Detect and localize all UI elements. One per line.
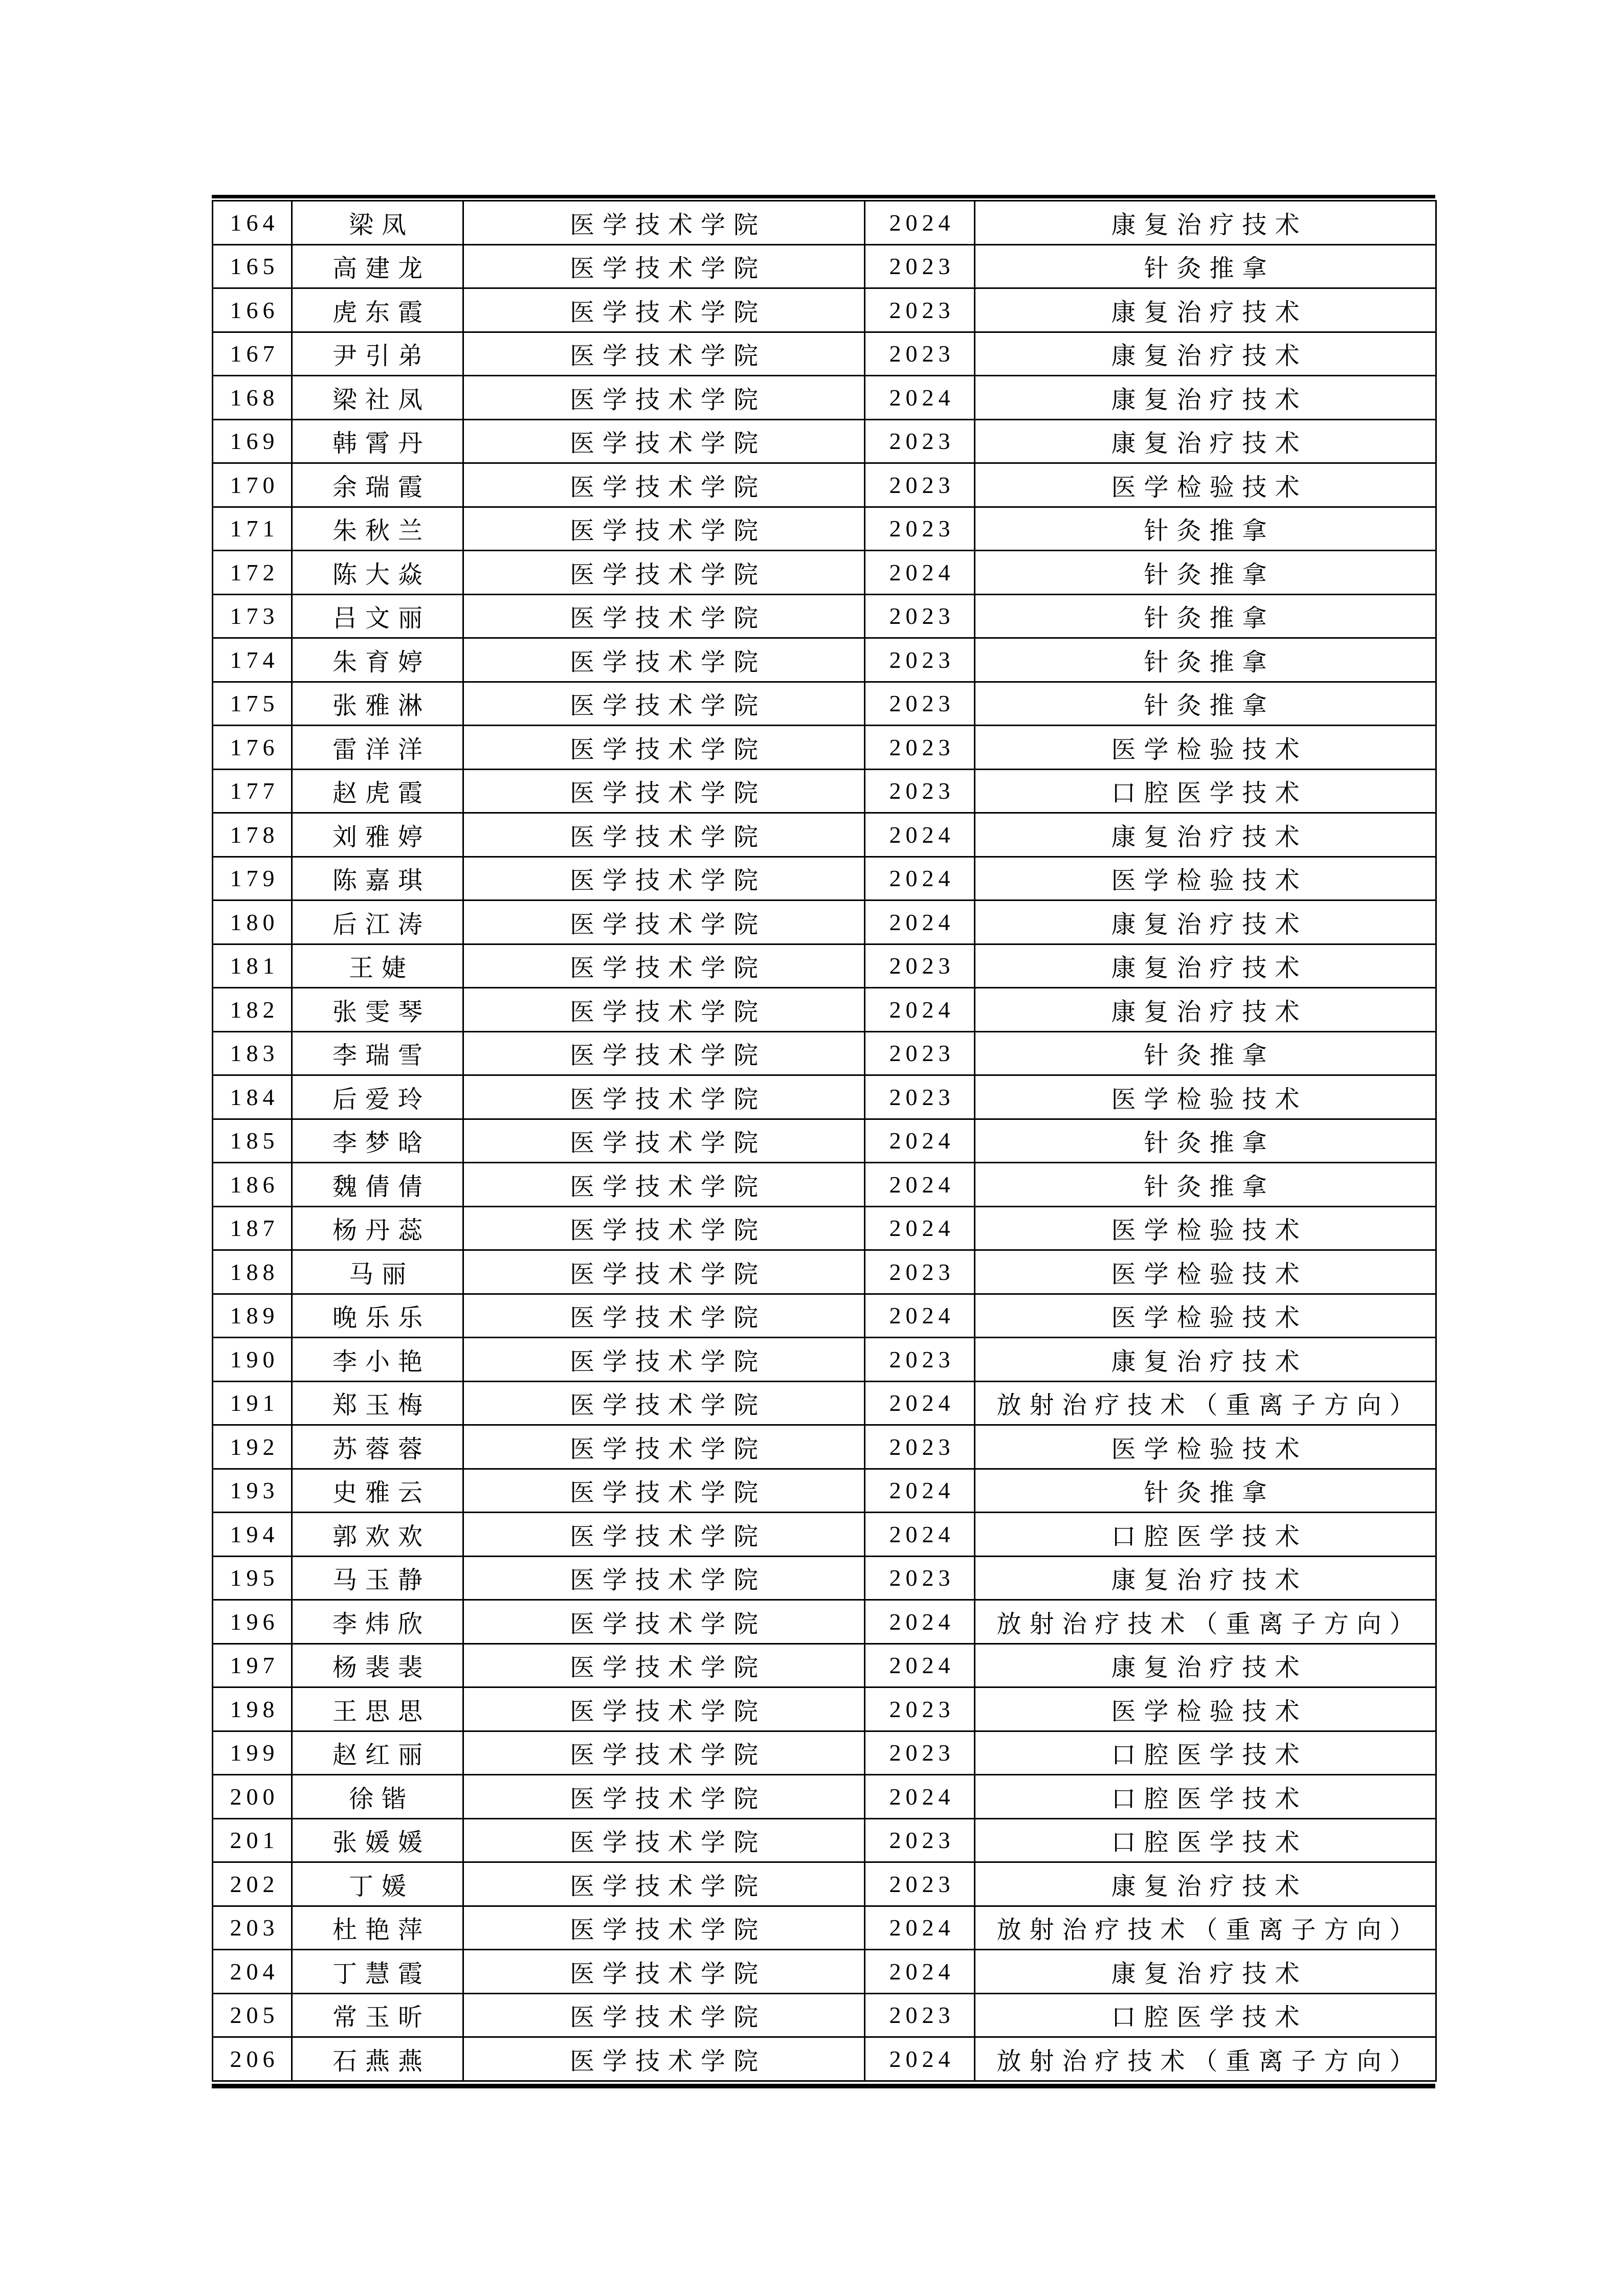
cell-major: 康复治疗技术 — [975, 901, 1436, 944]
cell-row-number: 202 — [213, 1862, 292, 1906]
cell-college: 医学技术学院 — [463, 726, 865, 770]
cell-student-name: 晚乐乐 — [292, 1294, 463, 1338]
cell-year: 2024 — [865, 1775, 975, 1819]
cell-student-name: 韩霄丹 — [292, 419, 463, 463]
cell-major: 医学检验技术 — [975, 463, 1436, 507]
cell-college: 医学技术学院 — [463, 1294, 865, 1338]
cell-major: 康复治疗技术 — [975, 1338, 1436, 1382]
table-row — [213, 1556, 1436, 1600]
cell-student-name: 朱育婷 — [292, 638, 463, 682]
cell-major: 口腔医学技术 — [975, 1731, 1436, 1775]
cell-year: 2023 — [865, 288, 975, 332]
table-row — [213, 1687, 1436, 1731]
cell-student-name: 李炜欣 — [292, 1600, 463, 1644]
cell-college: 医学技术学院 — [463, 201, 865, 245]
cell-row-number: 201 — [213, 1818, 292, 1862]
cell-row-number: 176 — [213, 726, 292, 770]
cell-student-name: 王婕 — [292, 944, 463, 988]
table-row — [213, 1425, 1436, 1469]
cell-college: 医学技术学院 — [463, 507, 865, 551]
cell-college: 医学技术学院 — [463, 1775, 865, 1819]
cell-row-number: 185 — [213, 1119, 292, 1163]
cell-year: 2023 — [865, 1993, 975, 2037]
table-row — [213, 1031, 1436, 1075]
cell-student-name: 雷洋洋 — [292, 726, 463, 770]
table-row — [213, 551, 1436, 595]
table-row — [213, 1469, 1436, 1513]
cell-student-name: 刘雅婷 — [292, 813, 463, 857]
cell-college: 医学技术学院 — [463, 1163, 865, 1207]
cell-major: 康复治疗技术 — [975, 419, 1436, 463]
cell-student-name: 杨裴裴 — [292, 1644, 463, 1687]
cell-year: 2023 — [865, 419, 975, 463]
roster-table — [212, 200, 1437, 2082]
table-row — [213, 1338, 1436, 1382]
cell-student-name: 苏蓉蓉 — [292, 1425, 463, 1469]
cell-year: 2023 — [865, 1075, 975, 1119]
cell-year: 2024 — [865, 988, 975, 1032]
cell-year: 2023 — [865, 682, 975, 726]
cell-college: 医学技术学院 — [463, 1731, 865, 1775]
cell-row-number: 178 — [213, 813, 292, 857]
cell-row-number: 187 — [213, 1206, 292, 1250]
cell-student-name: 张雯琴 — [292, 988, 463, 1032]
cell-major: 康复治疗技术 — [975, 1556, 1436, 1600]
cell-student-name: 常玉昕 — [292, 1993, 463, 2037]
table-row — [213, 1206, 1436, 1250]
table-row — [213, 244, 1436, 288]
table-row — [213, 769, 1436, 813]
cell-row-number: 165 — [213, 244, 292, 288]
cell-major: 针灸推拿 — [975, 594, 1436, 638]
cell-year: 2023 — [865, 507, 975, 551]
cell-year: 2024 — [865, 1163, 975, 1207]
cell-college: 医学技术学院 — [463, 769, 865, 813]
cell-row-number: 172 — [213, 551, 292, 595]
table-row — [213, 1993, 1436, 2037]
table-row — [213, 1731, 1436, 1775]
cell-row-number: 167 — [213, 332, 292, 376]
table-row — [213, 813, 1436, 857]
cell-college: 医学技术学院 — [463, 1687, 865, 1731]
cell-year: 2024 — [865, 376, 975, 420]
cell-row-number: 197 — [213, 1644, 292, 1687]
cell-college: 医学技术学院 — [463, 1993, 865, 2037]
cell-college: 医学技术学院 — [463, 682, 865, 726]
cell-college: 医学技术学院 — [463, 1950, 865, 1994]
cell-student-name: 马丽 — [292, 1250, 463, 1294]
cell-year: 2023 — [865, 1031, 975, 1075]
cell-row-number: 177 — [213, 769, 292, 813]
cell-year: 2023 — [865, 1687, 975, 1731]
table-row — [213, 638, 1436, 682]
table-row — [213, 726, 1436, 770]
cell-college: 医学技术学院 — [463, 1600, 865, 1644]
cell-student-name: 丁媛 — [292, 1862, 463, 1906]
cell-row-number: 191 — [213, 1381, 292, 1425]
cell-row-number: 206 — [213, 2037, 292, 2081]
cell-major: 康复治疗技术 — [975, 944, 1436, 988]
cell-year: 2024 — [865, 1950, 975, 1994]
cell-row-number: 186 — [213, 1163, 292, 1207]
cell-major: 放射治疗技术（重离子方向） — [975, 1381, 1436, 1425]
cell-student-name: 吕文丽 — [292, 594, 463, 638]
cell-student-name: 魏倩倩 — [292, 1163, 463, 1207]
cell-student-name: 郭欢欢 — [292, 1513, 463, 1557]
cell-college: 医学技术学院 — [463, 1031, 865, 1075]
table-row — [213, 682, 1436, 726]
cell-major: 针灸推拿 — [975, 682, 1436, 726]
cell-year: 2024 — [865, 1206, 975, 1250]
cell-college: 医学技术学院 — [463, 463, 865, 507]
cell-college: 医学技术学院 — [463, 244, 865, 288]
cell-student-name: 王思思 — [292, 1687, 463, 1731]
table-row — [213, 1294, 1436, 1338]
cell-year: 2024 — [865, 201, 975, 245]
cell-student-name: 尹引弟 — [292, 332, 463, 376]
cell-year: 2023 — [865, 1818, 975, 1862]
cell-student-name: 张雅淋 — [292, 682, 463, 726]
cell-major: 康复治疗技术 — [975, 332, 1436, 376]
cell-college: 医学技术学院 — [463, 1119, 865, 1163]
table-row — [213, 507, 1436, 551]
cell-major: 医学检验技术 — [975, 1425, 1436, 1469]
cell-row-number: 194 — [213, 1513, 292, 1557]
cell-student-name: 陈嘉琪 — [292, 857, 463, 901]
cell-student-name: 赵红丽 — [292, 1731, 463, 1775]
cell-year: 2023 — [865, 638, 975, 682]
cell-major: 康复治疗技术 — [975, 988, 1436, 1032]
cell-student-name: 陈大焱 — [292, 551, 463, 595]
cell-major: 针灸推拿 — [975, 1469, 1436, 1513]
cell-year: 2024 — [865, 1644, 975, 1687]
cell-college: 医学技术学院 — [463, 1075, 865, 1119]
cell-major: 针灸推拿 — [975, 244, 1436, 288]
cell-row-number: 205 — [213, 1993, 292, 2037]
cell-college: 医学技术学院 — [463, 1818, 865, 1862]
cell-major: 康复治疗技术 — [975, 201, 1436, 245]
cell-year: 2023 — [865, 1425, 975, 1469]
student-roster-table — [212, 195, 1435, 2088]
cell-year: 2023 — [865, 332, 975, 376]
table-row — [213, 463, 1436, 507]
table-row — [213, 1775, 1436, 1819]
cell-row-number: 181 — [213, 944, 292, 988]
cell-major: 放射治疗技术（重离子方向） — [975, 1600, 1436, 1644]
cell-year: 2023 — [865, 726, 975, 770]
cell-major: 康复治疗技术 — [975, 813, 1436, 857]
cell-year: 2023 — [865, 1250, 975, 1294]
cell-major: 医学检验技术 — [975, 726, 1436, 770]
cell-row-number: 170 — [213, 463, 292, 507]
cell-college: 医学技术学院 — [463, 1206, 865, 1250]
cell-row-number: 199 — [213, 1731, 292, 1775]
cell-major: 医学检验技术 — [975, 857, 1436, 901]
cell-college: 医学技术学院 — [463, 1381, 865, 1425]
cell-college: 医学技术学院 — [463, 419, 865, 463]
cell-year: 2024 — [865, 1381, 975, 1425]
cell-college: 医学技术学院 — [463, 1862, 865, 1906]
cell-college: 医学技术学院 — [463, 376, 865, 420]
cell-college: 医学技术学院 — [463, 901, 865, 944]
cell-row-number: 190 — [213, 1338, 292, 1382]
cell-row-number: 188 — [213, 1250, 292, 1294]
cell-major: 口腔医学技术 — [975, 1818, 1436, 1862]
cell-year: 2023 — [865, 1731, 975, 1775]
cell-row-number: 179 — [213, 857, 292, 901]
cell-year: 2023 — [865, 944, 975, 988]
cell-college: 医学技术学院 — [463, 1644, 865, 1687]
cell-year: 2023 — [865, 1556, 975, 1600]
cell-student-name: 李梦晗 — [292, 1119, 463, 1163]
cell-college: 医学技术学院 — [463, 1906, 865, 1950]
table-row — [213, 901, 1436, 944]
cell-student-name: 史雅云 — [292, 1469, 463, 1513]
cell-row-number: 193 — [213, 1469, 292, 1513]
table-row — [213, 1862, 1436, 1906]
table-row — [213, 1513, 1436, 1557]
cell-major: 口腔医学技术 — [975, 1993, 1436, 2037]
cell-row-number: 166 — [213, 288, 292, 332]
cell-year: 2024 — [865, 1513, 975, 1557]
cell-student-name: 梁凤 — [292, 201, 463, 245]
table-row — [213, 1075, 1436, 1119]
table-row — [213, 594, 1436, 638]
cell-row-number: 195 — [213, 1556, 292, 1600]
cell-college: 医学技术学院 — [463, 1556, 865, 1600]
cell-major: 针灸推拿 — [975, 551, 1436, 595]
cell-college: 医学技术学院 — [463, 551, 865, 595]
cell-student-name: 虎东霞 — [292, 288, 463, 332]
cell-year: 2023 — [865, 769, 975, 813]
cell-year: 2024 — [865, 1600, 975, 1644]
table-row — [213, 988, 1436, 1032]
cell-major: 放射治疗技术（重离子方向） — [975, 1906, 1436, 1950]
cell-student-name: 马玉静 — [292, 1556, 463, 1600]
cell-major: 医学检验技术 — [975, 1294, 1436, 1338]
cell-student-name: 张媛媛 — [292, 1818, 463, 1862]
roster-table-body — [213, 201, 1436, 2081]
cell-student-name: 后爱玲 — [292, 1075, 463, 1119]
cell-major: 针灸推拿 — [975, 1163, 1436, 1207]
cell-major: 康复治疗技术 — [975, 1950, 1436, 1994]
table-row — [213, 1600, 1436, 1644]
cell-row-number: 182 — [213, 988, 292, 1032]
table-row — [213, 1906, 1436, 1950]
cell-year: 2023 — [865, 1338, 975, 1382]
cell-row-number: 173 — [213, 594, 292, 638]
cell-row-number: 204 — [213, 1950, 292, 1994]
table-row — [213, 419, 1436, 463]
cell-major: 口腔医学技术 — [975, 769, 1436, 813]
cell-year: 2023 — [865, 1862, 975, 1906]
cell-major: 放射治疗技术（重离子方向） — [975, 2037, 1436, 2081]
cell-major: 口腔医学技术 — [975, 1513, 1436, 1557]
cell-year: 2024 — [865, 2037, 975, 2081]
cell-row-number: 189 — [213, 1294, 292, 1338]
cell-year: 2024 — [865, 813, 975, 857]
cell-year: 2024 — [865, 1119, 975, 1163]
cell-college: 医学技术学院 — [463, 857, 865, 901]
cell-college: 医学技术学院 — [463, 1513, 865, 1557]
cell-major: 针灸推拿 — [975, 638, 1436, 682]
cell-student-name: 后江涛 — [292, 901, 463, 944]
cell-row-number: 183 — [213, 1031, 292, 1075]
cell-major: 口腔医学技术 — [975, 1775, 1436, 1819]
cell-student-name: 徐锴 — [292, 1775, 463, 1819]
cell-row-number: 200 — [213, 1775, 292, 1819]
cell-major: 医学检验技术 — [975, 1075, 1436, 1119]
table-row — [213, 201, 1436, 245]
cell-student-name: 杜艳萍 — [292, 1906, 463, 1950]
cell-year: 2024 — [865, 551, 975, 595]
cell-student-name: 杨丹蕊 — [292, 1206, 463, 1250]
cell-major: 医学检验技术 — [975, 1687, 1436, 1731]
cell-college: 医学技术学院 — [463, 2037, 865, 2081]
cell-student-name: 高建龙 — [292, 244, 463, 288]
cell-student-name: 赵虎霞 — [292, 769, 463, 813]
table-row — [213, 944, 1436, 988]
table-row — [213, 1950, 1436, 1994]
cell-student-name: 余瑞霞 — [292, 463, 463, 507]
cell-student-name: 郑玉梅 — [292, 1381, 463, 1425]
cell-major: 康复治疗技术 — [975, 1644, 1436, 1687]
cell-college: 医学技术学院 — [463, 638, 865, 682]
cell-row-number: 164 — [213, 201, 292, 245]
cell-row-number: 192 — [213, 1425, 292, 1469]
table-row — [213, 288, 1436, 332]
cell-major: 康复治疗技术 — [975, 1862, 1436, 1906]
cell-major: 康复治疗技术 — [975, 288, 1436, 332]
cell-student-name: 李小艳 — [292, 1338, 463, 1382]
table-row — [213, 332, 1436, 376]
cell-year: 2023 — [865, 463, 975, 507]
cell-year: 2023 — [865, 594, 975, 638]
cell-college: 医学技术学院 — [463, 332, 865, 376]
cell-year: 2024 — [865, 1906, 975, 1950]
cell-college: 医学技术学院 — [463, 288, 865, 332]
cell-row-number: 174 — [213, 638, 292, 682]
cell-year: 2024 — [865, 901, 975, 944]
cell-college: 医学技术学院 — [463, 988, 865, 1032]
cell-row-number: 203 — [213, 1906, 292, 1950]
cell-college: 医学技术学院 — [463, 594, 865, 638]
table-row — [213, 376, 1436, 420]
cell-major: 医学检验技术 — [975, 1250, 1436, 1294]
cell-row-number: 198 — [213, 1687, 292, 1731]
cell-year: 2024 — [865, 1294, 975, 1338]
cell-major: 针灸推拿 — [975, 1119, 1436, 1163]
table-row — [213, 1818, 1436, 1862]
cell-year: 2024 — [865, 857, 975, 901]
cell-college: 医学技术学院 — [463, 944, 865, 988]
cell-year: 2024 — [865, 1469, 975, 1513]
cell-major: 针灸推拿 — [975, 1031, 1436, 1075]
cell-college: 医学技术学院 — [463, 1469, 865, 1513]
cell-major: 康复治疗技术 — [975, 376, 1436, 420]
cell-student-name: 石燕燕 — [292, 2037, 463, 2081]
cell-student-name: 丁慧霞 — [292, 1950, 463, 1994]
table-row — [213, 857, 1436, 901]
cell-student-name: 朱秋兰 — [292, 507, 463, 551]
cell-major: 针灸推拿 — [975, 507, 1436, 551]
cell-college: 医学技术学院 — [463, 1338, 865, 1382]
cell-student-name: 李瑞雪 — [292, 1031, 463, 1075]
table-row — [213, 1119, 1436, 1163]
cell-major: 医学检验技术 — [975, 1206, 1436, 1250]
cell-row-number: 184 — [213, 1075, 292, 1119]
table-row — [213, 1250, 1436, 1294]
cell-row-number: 175 — [213, 682, 292, 726]
cell-row-number: 180 — [213, 901, 292, 944]
cell-row-number: 196 — [213, 1600, 292, 1644]
table-row — [213, 1381, 1436, 1425]
cell-row-number: 169 — [213, 419, 292, 463]
table-row — [213, 2037, 1436, 2081]
cell-college: 医学技术学院 — [463, 1425, 865, 1469]
cell-row-number: 168 — [213, 376, 292, 420]
cell-student-name: 梁社凤 — [292, 376, 463, 420]
table-row — [213, 1163, 1436, 1207]
cell-year: 2023 — [865, 244, 975, 288]
table-row — [213, 1644, 1436, 1687]
cell-college: 医学技术学院 — [463, 1250, 865, 1294]
cell-row-number: 171 — [213, 507, 292, 551]
cell-college: 医学技术学院 — [463, 813, 865, 857]
